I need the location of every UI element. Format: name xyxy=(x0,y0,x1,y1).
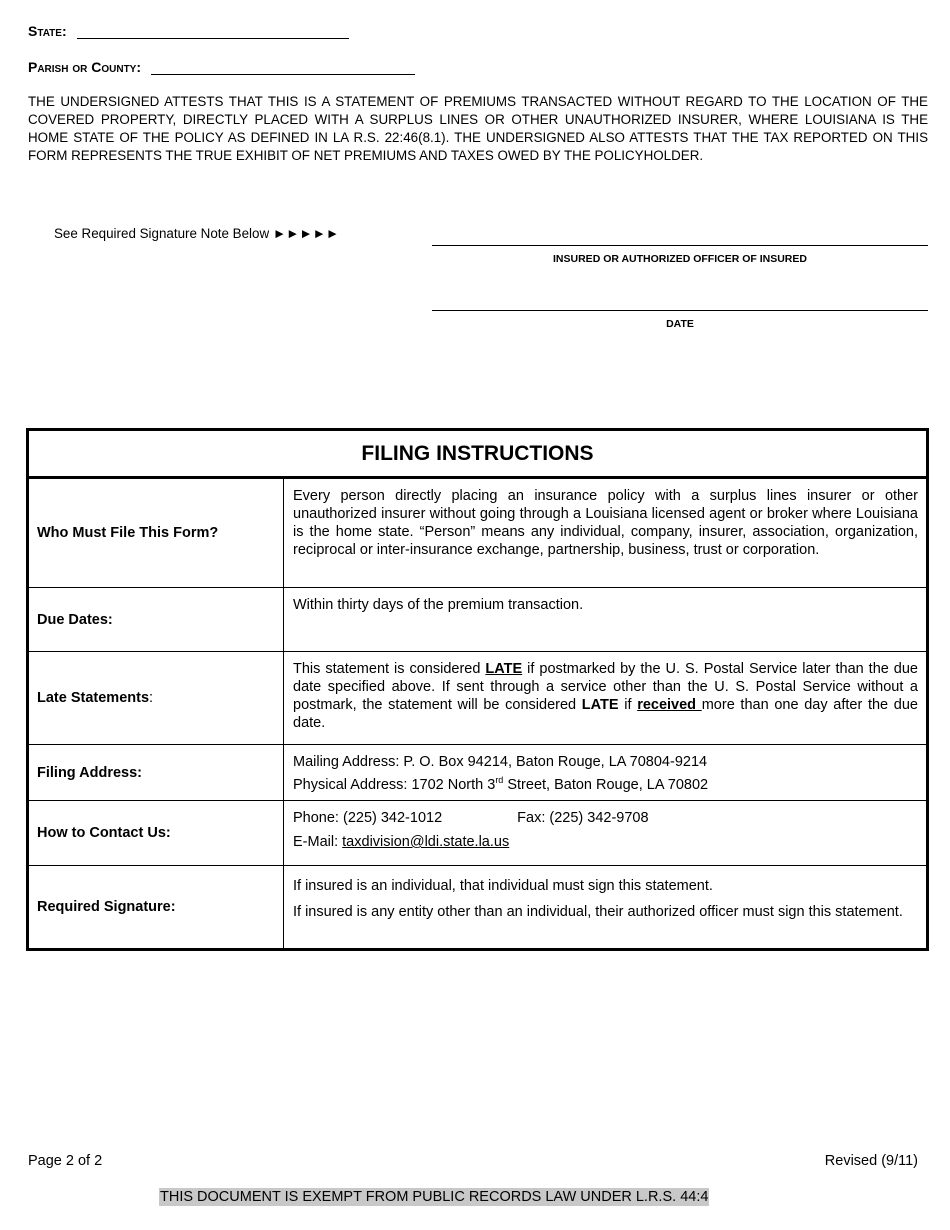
filing-instructions-title: FILING INSTRUCTIONS xyxy=(29,431,926,479)
insured-signature-caption: INSURED OR AUTHORIZED OFFICER OF INSURED xyxy=(553,253,807,265)
parish-input-line[interactable] xyxy=(151,60,415,75)
due-dates-row xyxy=(29,588,926,652)
due-dates-text: Within thirty days of the premium transaction. xyxy=(293,597,584,613)
state-input[interactable] xyxy=(77,26,349,40)
late-text-2: if postmarked by the U. S. Postal Service later than the due date specified above. If sent through a service other than the U. S. Postal Service without a postmark, the statement will be considered xyxy=(293,661,918,713)
late-statements-row xyxy=(29,652,926,745)
contact-row xyxy=(29,801,926,866)
who-must-file-row xyxy=(29,479,926,588)
date-line[interactable] xyxy=(432,310,928,311)
late-text-1: This statement is considered xyxy=(293,661,486,677)
required-signature-p2: If insured is any entity other than an individual, their authorized officer must sign this statement. xyxy=(293,904,903,920)
contact-phone: Phone: (225) 342-1012 xyxy=(293,810,443,826)
exempt-notice: THIS DOCUMENT IS EXEMPT FROM PUBLIC RECORDS LAW UNDER L.R.S. 44:4 xyxy=(160,1189,709,1205)
revised-date: Revised (9/11) xyxy=(824,1153,918,1169)
physical-address-sup: rd xyxy=(495,775,504,785)
contact-label: How to Contact Us: xyxy=(29,801,284,865)
who-must-file-text: Every person directly placing an insurance policy with a surplus lines insurer or other unauthorized insurer without going through a Louisiana licensed agent or broker where Louisiana is the home state. “Person” means any individual, company, insurer, association, organization, reciprocal or inter-insurance exchange, partnership, business, trust or corporation. xyxy=(293,488,918,558)
filing-address-row xyxy=(29,745,926,801)
attestation-text: THE UNDERSIGNED ATTESTS THAT THIS IS A STATEMENT OF PREMIUMS TRANSACTED WITHOUT REGARD TO THE LOCATION OF THE COVERED PROPERTY, DIRECTLY PLACED WITH A SURPLUS LINES OR OTHER UNAUTHORIZED INSURER, WHERE LOUISIANA IS THE HOME STATE OF THE POLICY AS DEFINED IN LA R.S. 22:46(8.1). THE UNDERSIGNED ALSO ATTESTS THAT THE TAX REPORTED ON THIS FORM REPRESENTS THE TRUE EXHIBIT OF NET PREMIUMS AND TAXES OWED BY THE POLICYHOLDER. xyxy=(28,94,928,163)
late-text-3: if xyxy=(618,697,638,713)
late-text-4: more than one day after the due date. xyxy=(293,697,918,731)
state-field-row xyxy=(28,23,349,39)
late-word-2: LATE xyxy=(581,697,619,713)
physical-address-post: Street, Baton Rouge, LA 70802 xyxy=(503,776,709,793)
contact-fax: Fax: (225) 342-9708 xyxy=(517,810,649,826)
required-signature-label: Required Signature: xyxy=(29,866,284,948)
parish-input[interactable] xyxy=(151,62,415,76)
insured-signature-line[interactable] xyxy=(432,245,928,246)
late-statements-text xyxy=(284,652,926,744)
physical-address-pre: Physical Address: 1702 North 3 xyxy=(293,776,496,793)
filing-address-label: Filing Address: xyxy=(29,745,284,800)
date-caption: DATE xyxy=(666,318,694,330)
late-statements-label-cell xyxy=(29,652,284,744)
received-word: received xyxy=(637,697,702,713)
due-dates-label: Due Dates: xyxy=(29,588,284,651)
mailing-address: Mailing Address: P. O. Box 94214, Baton Rouge, LA 70804-9214 xyxy=(293,754,708,770)
state-input-line[interactable] xyxy=(77,24,349,39)
late-statements-label: Late Statements xyxy=(37,690,150,706)
required-signature-p1: If insured is an individual, that individual must sign this statement. xyxy=(293,878,713,894)
filing-instructions-table xyxy=(26,428,929,951)
parish-field-row xyxy=(28,59,415,75)
contact-email-link[interactable]: taxdivision@ldi.state.la.us xyxy=(342,834,510,850)
parish-label: Parish or County: xyxy=(28,59,142,75)
late-statements-colon: : xyxy=(149,690,154,706)
late-word: LATE xyxy=(485,661,523,677)
state-label: State: xyxy=(28,23,67,39)
signature-note: See Required Signature Note Below ►►►►► xyxy=(54,226,340,241)
who-must-file-label: Who Must File This Form? xyxy=(29,479,284,587)
physical-address xyxy=(293,771,918,794)
page-number: Page 2 of 2 xyxy=(28,1153,103,1169)
required-signature-row xyxy=(29,866,926,948)
contact-text xyxy=(284,801,926,865)
contact-email-label: E-Mail: xyxy=(293,834,343,850)
required-signature-text xyxy=(284,866,926,948)
filing-address-text xyxy=(284,745,926,800)
